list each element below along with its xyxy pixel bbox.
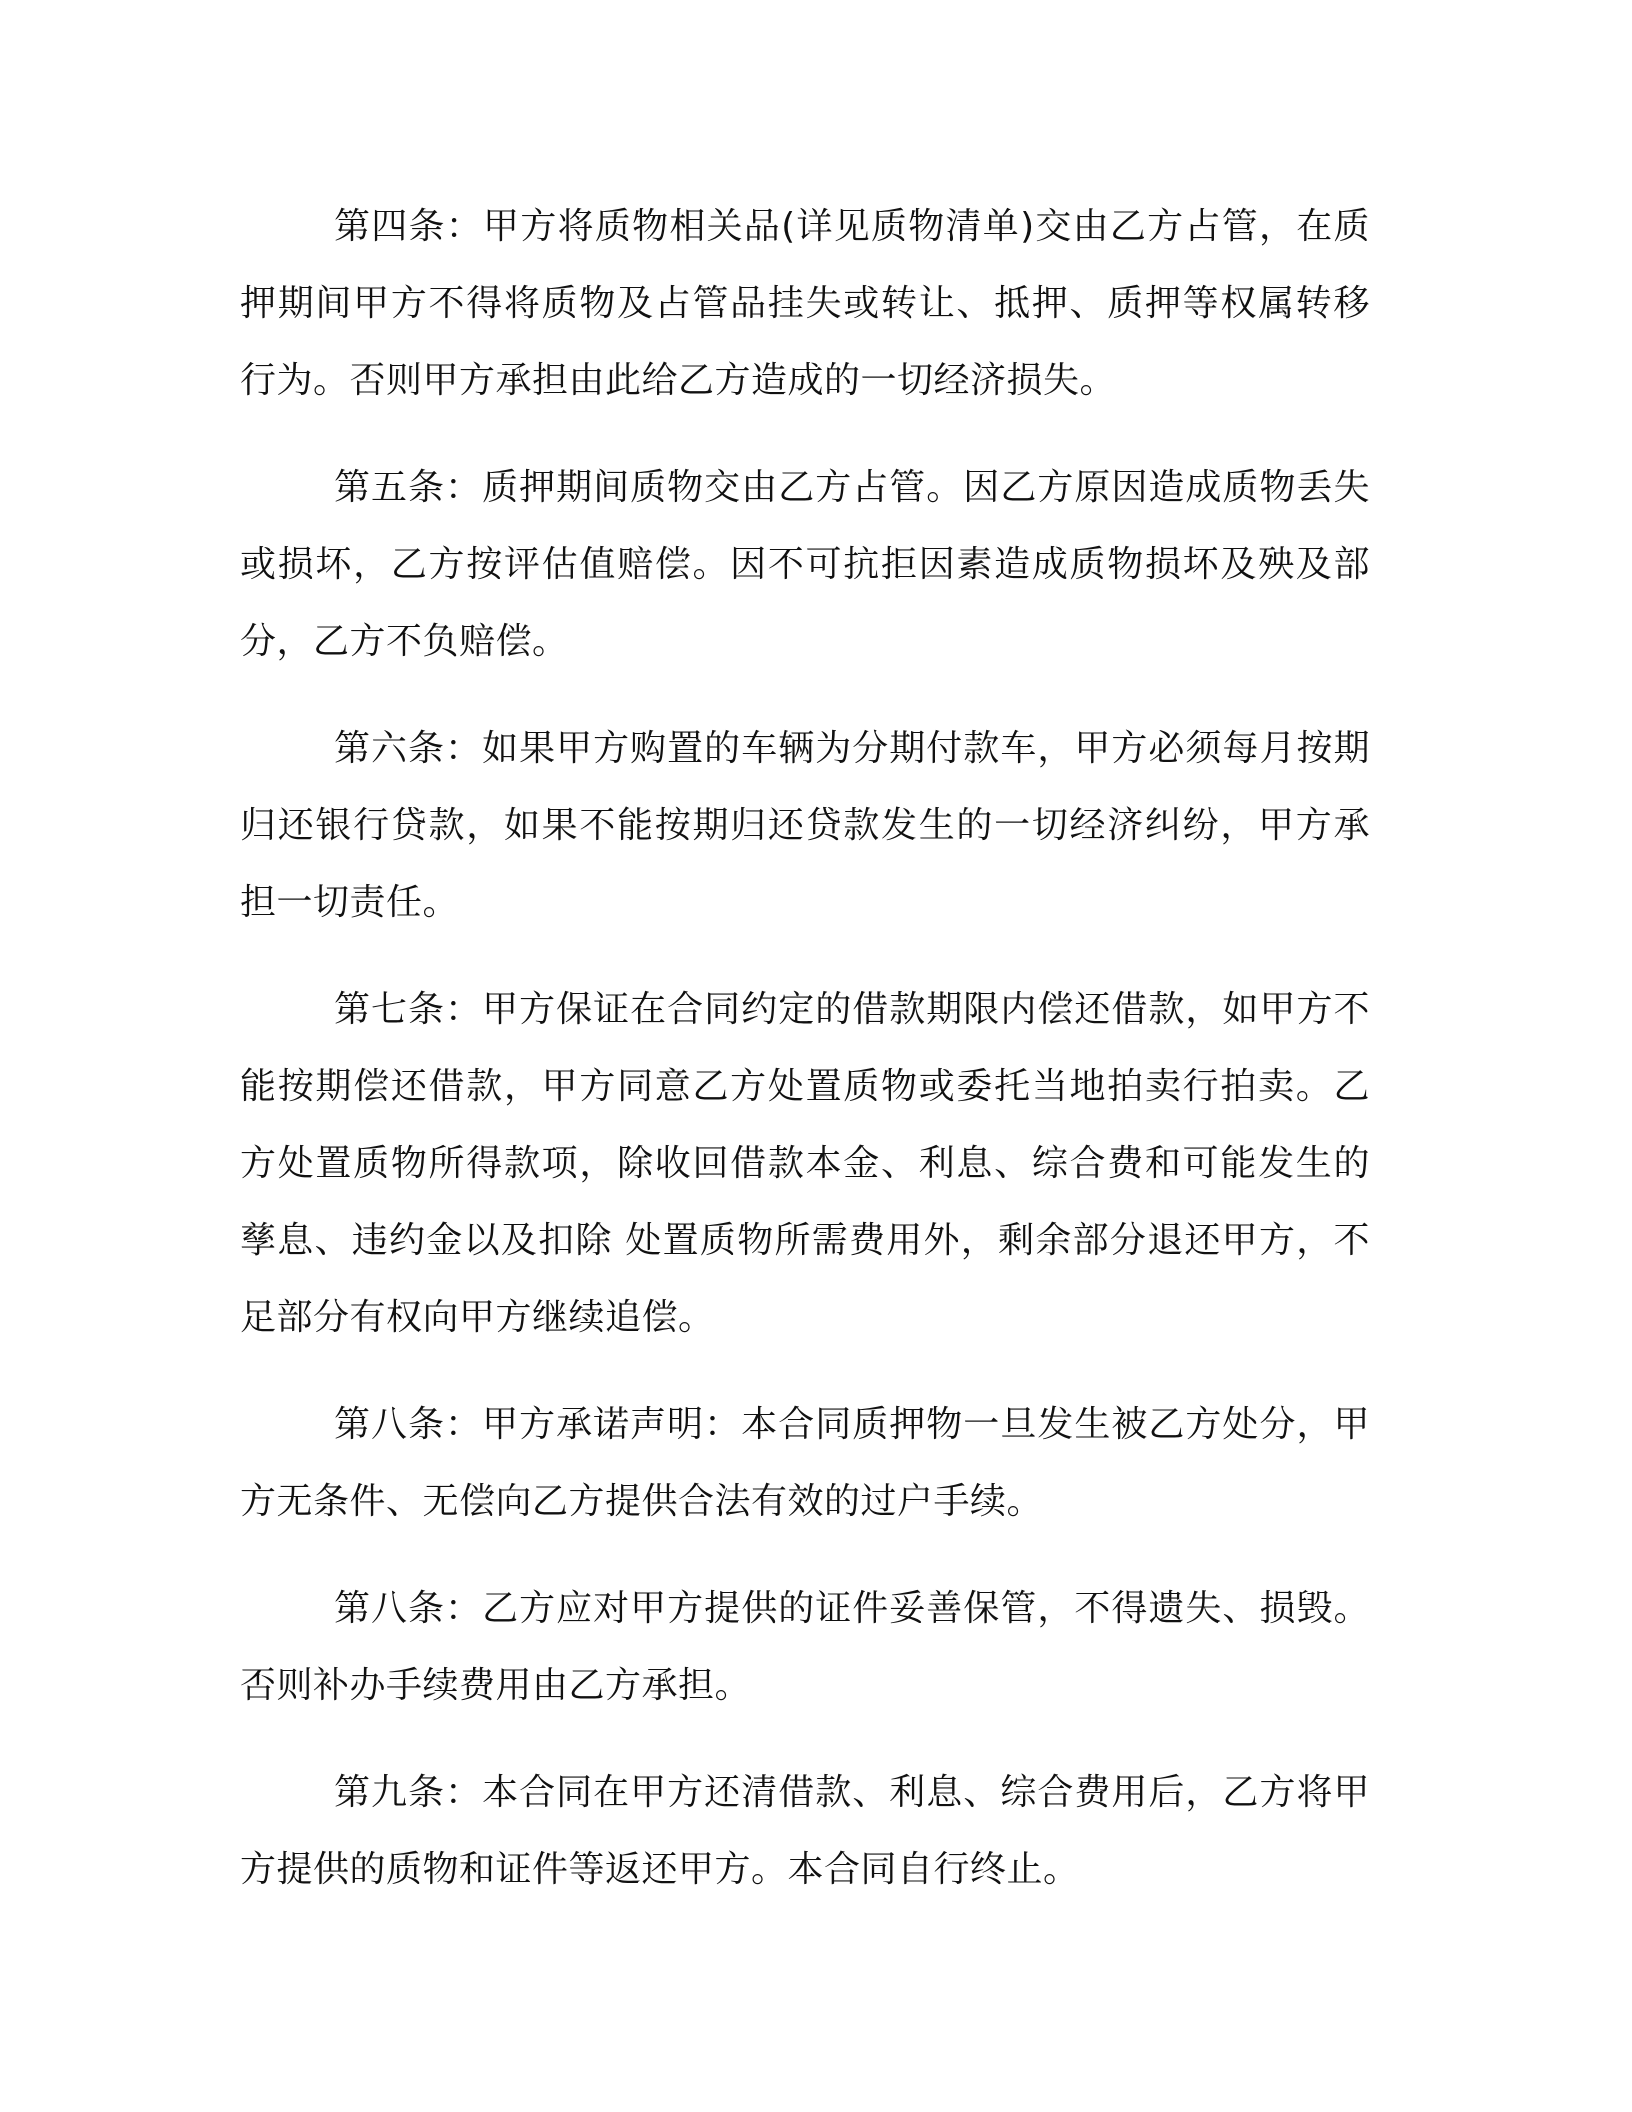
clause-article-6: 第六条：如果甲方购置的车辆为分期付款车，甲方必须每月按期归还银行贷款，如果不能按期归还贷款发生的一切经济纠纷，甲方承担一切责任。 [240, 728, 1370, 923]
clause-article-5: 第五条：质押期间质物交由乙方占管。因乙方原因造成质物丢失或损坏，乙方按评估值赔偿。因不可抗拒因素造成质物损坏及殃及部分，乙方不负赔偿。 [240, 467, 1370, 662]
clause-article-9: 第九条：本合同在甲方还清借款、利息、综合费用后，乙方将甲方提供的质物和证件等返还甲方。本合同自行终止。 [240, 1772, 1370, 1890]
clause-article-7: 第七条：甲方保证在合同约定的借款期限内偿还借款，如甲方不能按期偿还借款，甲方同意乙方处置质物或委托当地拍卖行拍卖。乙方处置质物所得款项，除收回借款本金、利息、综合费和可能发生的孳息、违约金以及扣除 处置质物所需费用外，剩余部分退还甲方，不足部分有权向甲方继续追偿。 [240, 989, 1370, 1338]
clause-article-8: 第八条：甲方承诺声明：本合同质押物一旦发生被乙方处分，甲方无条件、无偿向乙方提供合法有效的过户手续。 [240, 1404, 1370, 1522]
clause-article-4: 第四条：甲方将质物相关品(详见质物清单)交由乙方占管，在质押期间甲方不得将质物及占管品挂失或转让、抵押、质押等权属转移行为。否则甲方承担由此给乙方造成的一切经济损失。 [240, 206, 1370, 401]
document-body [240, 188, 1370, 1938]
clause-article-8-second: 第八条：乙方应对甲方提供的证件妥善保管，不得遗失、损毁。否则补办手续费用由乙方承担。 [240, 1588, 1370, 1706]
